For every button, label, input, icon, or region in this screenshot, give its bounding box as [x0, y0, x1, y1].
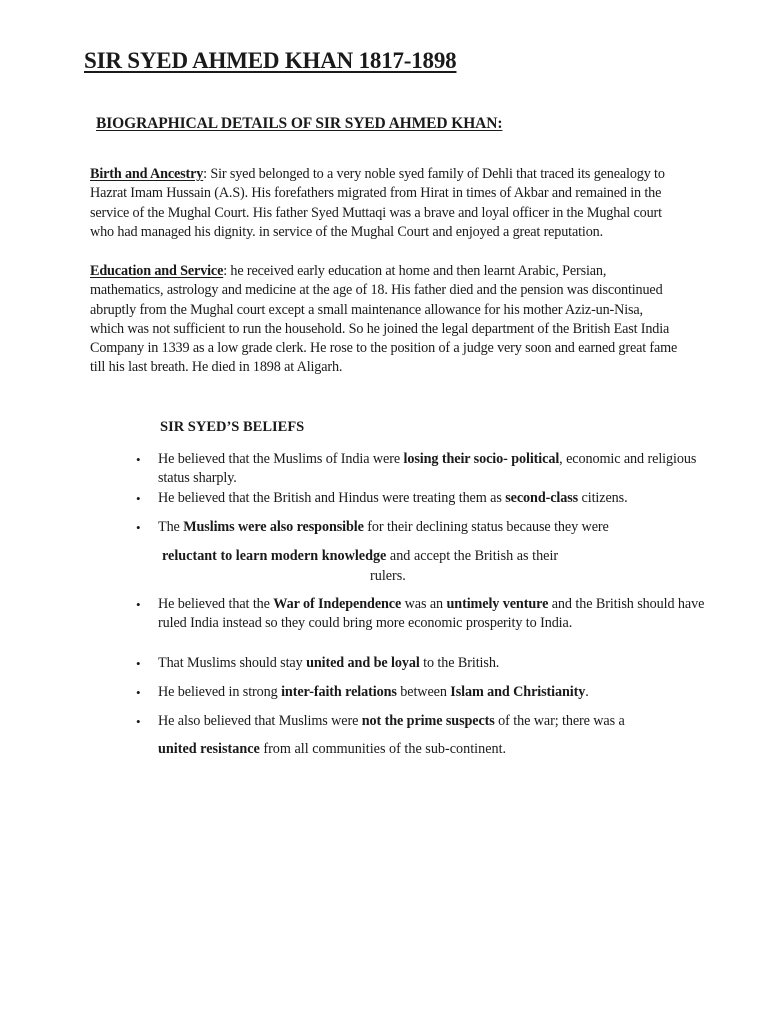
bullet-icon: •	[136, 656, 141, 671]
belief-emphasis: not the prime suspects	[361, 713, 495, 729]
belief-emphasis: Muslims were also responsible	[183, 519, 364, 535]
bullet-icon: •	[136, 597, 141, 612]
belief-text: .	[585, 684, 589, 700]
belief-text: of the war; there was a	[494, 713, 625, 729]
belief-emphasis: inter-faith relations	[281, 684, 397, 700]
bullet-icon: •	[136, 685, 141, 700]
belief-item	[136, 683, 718, 702]
education-heading: Education and Service	[90, 263, 224, 279]
birth-heading: Birth and Ancestry	[90, 166, 204, 182]
belief-emphasis: Islam and Christianity	[450, 684, 586, 700]
belief-text: for their declining status because they were	[363, 519, 609, 535]
belief-text: The	[158, 519, 184, 535]
belief-emphasis: losing their socio- political	[403, 451, 560, 467]
belief-text: He also believed that Muslims were	[158, 713, 362, 729]
belief-item	[136, 712, 718, 731]
belief-text: to the British.	[419, 655, 500, 671]
belief-text: , economic and religious status sharply.	[158, 451, 697, 487]
belief-item	[136, 595, 718, 634]
belief-item	[136, 654, 718, 673]
belief-text: He believed in strong	[158, 684, 282, 700]
belief-text: was an	[401, 596, 447, 612]
belief-text: from all communities of the sub-continent.	[259, 741, 507, 757]
belief-text: and accept the British as their	[386, 548, 559, 564]
page-title: SIR SYED AHMED KHAN 1817-1898	[84, 48, 457, 73]
belief-emphasis: War of Independence	[273, 596, 402, 612]
belief-emphasis: united resistance	[158, 741, 260, 757]
belief-emphasis: untimely venture	[446, 596, 549, 612]
belief-continuation: rulers.	[370, 568, 406, 584]
bullet-icon: •	[136, 520, 141, 535]
bullet-icon: •	[136, 491, 141, 506]
belief-text: That Muslims should stay	[158, 655, 307, 671]
education-paragraph	[90, 262, 680, 378]
belief-continuation	[158, 740, 506, 759]
birth-text: : Sir syed belonged to a very noble syed family of Dehli that traced its genealogy to Hazrat Imam Hussain (A.S). His forefathers migrated from Hirat in times of Akbar and remained in the service of the Mughal Court. His father Syed Muttaqi was a brave and loyal officer in the Mughal court who had managed his dignity. in service of the Mughal Court and enjoyed a great reputation.	[90, 166, 665, 240]
section-subtitle: BIOGRAPHICAL DETAILS OF SIR SYED AHMED KHAN:	[96, 115, 503, 132]
belief-item	[136, 489, 718, 508]
belief-continuation	[162, 547, 558, 566]
belief-text: between	[396, 684, 451, 700]
belief-emphasis: reluctant to learn modern knowledge	[162, 548, 387, 564]
belief-item	[136, 450, 718, 489]
bullet-icon: •	[136, 452, 141, 467]
belief-text: He believed that the British and Hindus were treating them as	[158, 490, 506, 506]
belief-emphasis: second-class	[505, 490, 579, 506]
beliefs-heading: SIR SYED’S BELIEFS	[160, 419, 305, 435]
belief-text: He believed that the Muslims of India were	[158, 451, 404, 467]
belief-text: and the British should have ruled India instead so they could bring more economic prosperity to India.	[158, 596, 705, 632]
education-text: : he received early education at home and then learnt Arabic, Persian, mathematics, astrology and medicine at the age of 18. His father died and the pension was discontinued abruptly from the Mughal court except a small maintenance allowance for his mother Aziz-un-Nisa, which was not sufficient to run the household. So he joined the legal department of the British East India Company in 1339 as a low grade clerk. He rose to the position of a judge very soon and earned great fame till his last breath. He died in 1898 at Aligarh.	[90, 263, 678, 376]
bullet-icon: •	[136, 714, 141, 729]
belief-text: He believed that the	[158, 596, 274, 612]
belief-item	[136, 518, 718, 537]
belief-emphasis: united and be loyal	[306, 655, 420, 671]
birth-paragraph	[90, 165, 680, 242]
belief-text: citizens.	[578, 490, 628, 506]
